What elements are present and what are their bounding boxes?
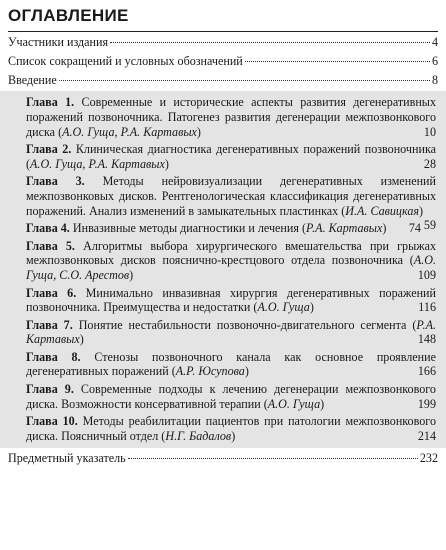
toc-entry-label: Введение: [8, 72, 57, 87]
chapter-page: 166: [417, 364, 436, 379]
chapter-authors: Р.А. Картавых: [305, 221, 383, 236]
chapter-authors: И.А. Савицкая: [345, 203, 420, 218]
chapter-title: Методы реабилитации пациентов при патологии межпозвонкового диска. Поясничный отдел: [26, 414, 436, 443]
chapter-label: Глава 1.: [26, 95, 75, 110]
chapter-label: Глава 7.: [26, 317, 73, 332]
chapter-title: Понятие нестабильности позвоночно-двигательного сегмента: [78, 317, 407, 332]
chapter-title: Современные подходы к лечению дегенерации межпозвонкового диска. Возможности консервативной терапии: [26, 382, 436, 411]
chapter-title: Современные и исторические аспекты развития дегенеративных поражений позвоночника. Патогенез развития дегенерации межпозвонкового диска: [26, 95, 436, 139]
chapter-title: Стенозы позвоночного канала как основное проявление дегенеративных поражений: [26, 349, 436, 379]
chapter-page: 148: [417, 332, 436, 347]
chapter-title: Методы нейровизуализации дегенеративных изменений межпозвонковых дисков. Рентгенологическая классификация дегенеративных поражений. Анализ изменений в замыкательных пластинках: [26, 174, 436, 218]
chapter-entry-2[interactable]: Глава 2. Клиническая диагностика дегенеративных поражений позвоночника (А.О. Гуща, Р.А. Картавых) 28: [26, 142, 437, 171]
chapter-entry-4[interactable]: Глава 4. Инвазивные методы диагностики и лечения (Р.А. Картавых) 74: [26, 221, 421, 236]
chapter-page: 74: [408, 221, 421, 236]
chapter-label: Глава 9.: [26, 382, 74, 397]
chapter-authors: А.О. Гуща, Р.А. Картавых: [62, 124, 197, 139]
chapter-label: Глава 10.: [26, 414, 78, 429]
chapter-entry-6[interactable]: Глава 6. Минимально инвазивная хирургия дегенеративных поражений позвоночника. Преимущества и недостатки (А.О. Гуща) 116: [26, 285, 436, 315]
chapter-entry-8[interactable]: Глава 8. Стенозы позвоночного канала как основное проявление дегенеративных поражений (А.Р. Юсупова) 166: [26, 349, 436, 379]
chapter-title: Алгоритмы выбора хирургического вмешательства при грыжах межпозвонковых дисков пояснично-крестцового отдела позвоночника: [26, 238, 436, 268]
toc-entry-label: Участники издания: [8, 35, 109, 49]
toc-entry-introduction[interactable]: [8, 73, 438, 88]
chapter-label: Глава 4.: [26, 221, 70, 236]
toc-entry-page: 4: [431, 35, 438, 49]
chapter-entry-7[interactable]: Глава 7. Понятие нестабильности позвоночно-двигательного сегмента (Р.А. Картавых) 148: [26, 317, 436, 347]
chapter-entry-5[interactable]: Глава 5. Алгоритмы выбора хирургического вмешательства при грыжах межпозвонковых дисков пояснично-крестцового отдела позвоночника (А.О. Гуща, С.О. Арестов) 109: [26, 238, 436, 282]
toc-entry-page: 6: [431, 53, 438, 68]
chapter-page: 59: [423, 218, 436, 233]
chapter-page: 109: [417, 267, 436, 282]
dot-leader: [128, 458, 418, 459]
toc-entry-label: Список сокращений и условных обозначений: [8, 53, 243, 68]
chapter-page: 214: [417, 428, 436, 443]
chapter-title: Инвазивные методы диагностики и лечения: [72, 221, 299, 236]
chapter-label: Глава 5.: [26, 238, 75, 253]
toc-entry-contributors[interactable]: [8, 35, 438, 50]
dot-leader: [110, 42, 430, 43]
chapter-entry-3[interactable]: Глава 3. Методы нейровизуализации дегенеративных изменений межпозвонковых дисков. Рентгенологическая классификация дегенеративных поражений. Анализ изменений в замыкательных пластинках (И.А. Савицкая) 59: [26, 174, 436, 233]
chapter-entry-1[interactable]: Глава 1. Современные и исторические аспекты развития дегенеративных поражений позвоночника. Патогенез развития дегенерации межпозвонкового диска (А.О. Гуща, Р.А. Картавых) 10: [26, 95, 436, 139]
dot-leader: [245, 61, 430, 62]
chapter-page: 199: [417, 396, 436, 411]
chapter-authors: А.О. Гуща: [267, 396, 321, 411]
chapter-authors: А.О. Гуща, Р.А. Картавых: [30, 156, 165, 171]
chapter-page: 28: [423, 156, 436, 171]
chapter-authors: А.О. Гуща: [257, 300, 310, 315]
chapter-authors: Р.А. Картавых: [26, 317, 436, 347]
toc-title: ОГЛАВЛЕНИЕ: [8, 6, 129, 25]
chapter-list: [0, 91, 446, 448]
dot-leader: [59, 80, 430, 81]
chapter-authors: Н.Г. Бадалов: [165, 428, 232, 443]
chapter-label: Глава 2.: [26, 142, 72, 157]
toc-entry-abbreviations[interactable]: [8, 54, 438, 69]
toc-entry-page: 8: [431, 72, 438, 87]
chapter-label: Глава 3.: [26, 174, 85, 189]
chapter-label: Глава 8.: [26, 349, 81, 364]
toc-entry-label: Предметный указатель: [8, 451, 126, 466]
chapter-title: Минимально инвазивная хирургия дегенеративных поражений позвоночника. Преимущества и недостатки: [26, 285, 436, 315]
chapter-authors: А.Р. Юсупова: [175, 364, 245, 379]
chapter-title: Клиническая диагностика дегенеративных поражений позвоночника: [75, 142, 437, 157]
toc-entry-page: 232: [419, 451, 438, 466]
chapter-page: 10: [423, 124, 436, 139]
chapter-authors: А.О. Гуща, С.О. Арестов: [26, 253, 436, 282]
chapter-label: Глава 6.: [26, 285, 77, 300]
chapter-entry-10[interactable]: Глава 10. Методы реабилитации пациентов при патологии межпозвонкового диска. Поясничный отдел (Н.Г. Бадалов) 214: [26, 414, 436, 443]
chapter-page: 116: [418, 300, 436, 315]
chapter-entry-9[interactable]: Глава 9. Современные подходы к лечению дегенерации межпозвонкового диска. Возможности консервативной терапии (А.О. Гуща) 199: [26, 382, 436, 411]
toc-entry-subject-index[interactable]: [8, 451, 438, 466]
title-divider: [8, 31, 438, 32]
